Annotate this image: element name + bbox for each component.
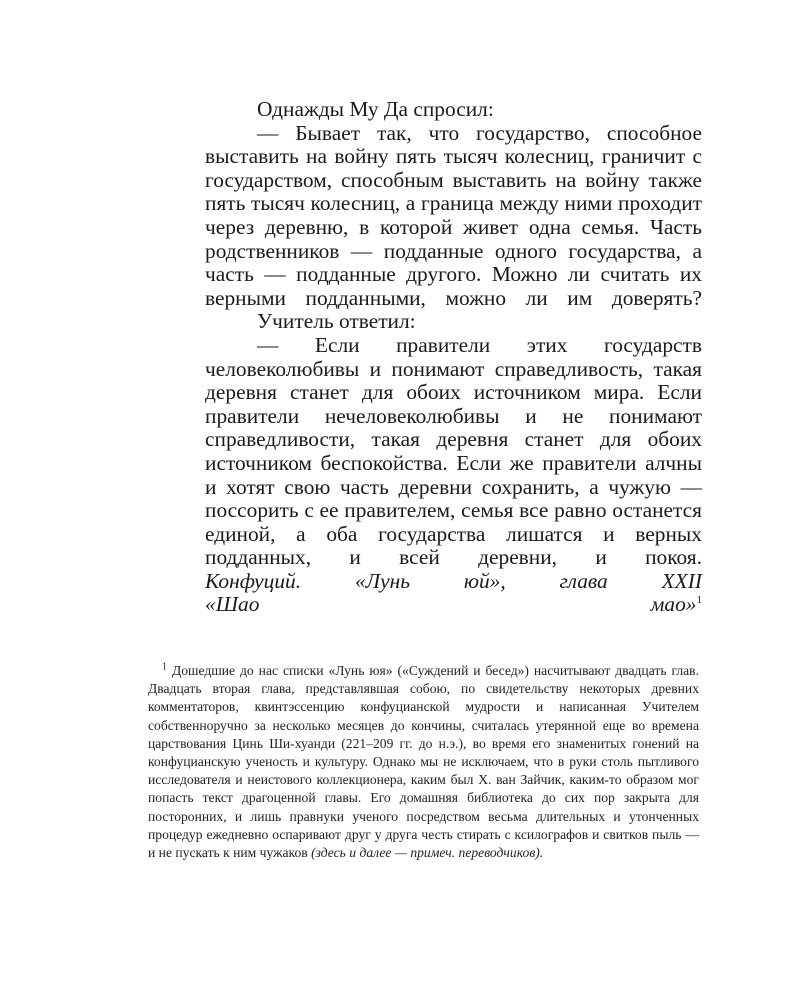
footnote-text: Дошедшие до нас списки «Лунь юя» («Суждений и бесед») насчитывают двадцать глав. Двадцать вторая глава, представлявшая собою, по свидетельству некоторых древних комментаторов, квинтэссенцию конфуцианской мудрости и написанная Учителем собственноручно за несколько месяцев до кончины, считалась утерянной еще во времена царствования Цинь Ши-хуанди (221–209 гг. до н.э.), во время его знаменитых гонений на конфуцианскую ученость и культуру. Однако мы не исключаем, что в руки столь пытливого исследователя и неистового коллекционера, каким был Х. ван Зайчик, каким-то образом мог попасть текст драгоценной главы. Его домашняя библиотека до сих пор закрыта для посторонних, и лишь правнуки ученого посредством весьма длительных и утонченных процедур ежедневно оспаривают друг у друга честь стирать с ксилографов и свитков пыль — и не пускать к ним чужаков: [148, 663, 699, 861]
footnote-marker: 1: [162, 661, 167, 673]
dialogue-intro: Однажды Му Да спросил:: [257, 97, 494, 121]
answer-intro: Учитель ответил:: [257, 309, 416, 334]
footnote: [148, 662, 699, 862]
translator-note: (здесь и далее — примеч. переводчиков).: [311, 845, 544, 861]
attribution-line-2: [205, 593, 702, 617]
footnote-reference[interactable]: 1: [696, 594, 702, 607]
main-text: [205, 98, 702, 617]
question-paragraph: — Бывает так, что государство, способное выставить на войну пять тысяч колесниц, граничит с государством, способным выставить на войну также пять тысяч колесниц, а граница между ними проходит через деревню, в которой живет одна семья. Часть родственников — подданные одного государства, а часть — подданные другого. Можно ли считать их верными подданными, можно ли им доверять?: [205, 120, 702, 310]
attribution-chapter: «Шао мао»: [205, 592, 697, 617]
answer-paragraph: — Если правители этих государств человеколюбивы и понимают справедливость, такая деревня станет для обоих источником мира. Если правители нечеловеколюбивы и не понимают справедливости, такая деревня станет для обоих источником беспокойства. Если же правители алчны и хотят свою часть деревни сохранить, а чужую — поссорить с ее правителем, семья все равно останется единой, а оба государства лишатся и верных подданных, и всей деревни, и покоя.: [205, 332, 702, 570]
attribution-line-1: Конфуций. «Лунь юй», глава XXII: [205, 568, 702, 593]
footnote-paragraph: [148, 662, 699, 862]
